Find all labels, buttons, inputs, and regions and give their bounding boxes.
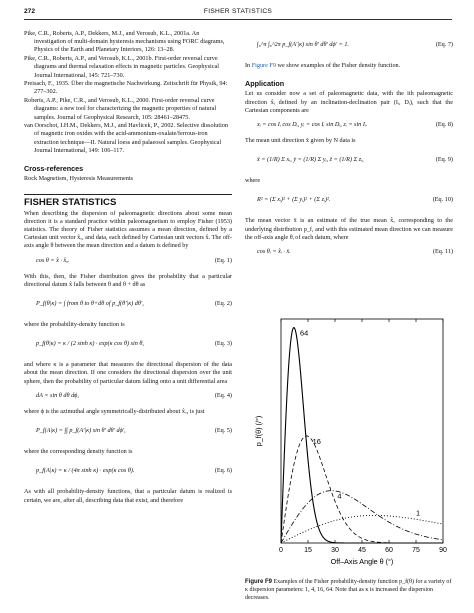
- paragraph: In Figure F9 we show examples of the Fisher density function.: [245, 62, 401, 69]
- series-line-kappa-1: [281, 515, 443, 543]
- x-tick-label: 60: [385, 547, 393, 554]
- reference-list: [24, 30, 232, 155]
- left-column: [24, 30, 232, 506]
- x-tick-label: 30: [331, 547, 339, 554]
- x-tick-label: 0: [279, 547, 283, 554]
- series-label-kappa-16: 16: [312, 436, 321, 446]
- equation-4: dA = sin θ dθ dϕ, (Eq. 4): [36, 391, 232, 399]
- right-column: [245, 30, 453, 264]
- reference-item: van Oorschot, I.H.M., Dekkers, M.J., and Havlicek, P., 2002. Selective dissolution of magnetic iron oxides with the acid-ammonium-oxalate/ferrous-iron extraction technique—II. Natural loess and palaeosol samples. Geophysical Journal International, 149: 106–117.: [24, 122, 228, 154]
- equation-9: x̄ = (1/R) Σ xᵢ, ȳ = (1/R) Σ yᵢ, z̄ = (1/R) Σ zᵢ, (Eq. 9): [257, 156, 453, 164]
- reference-item: Roberts, A.P., Pike, C.R., and Verosub, K.L., 2000. First-order reversal curve diagrams: a new tool for characterizing the magnetic properties of natural samples. Journal of Geophysical Research, 105: 28461–28475.: [24, 97, 217, 121]
- fisher-density-figure: [245, 313, 453, 575]
- equation-6: p_f(A|κ) = κ / (4π sinh κ) · exp(κ cos θ). (Eq. 6): [36, 467, 232, 475]
- figure-label: Figure F9: [245, 579, 273, 585]
- figure-caption: [245, 578, 453, 602]
- equation-8: xᵢ = cos Iᵢ cos Dᵢ, yᵢ = cos Iᵢ sin Dᵢ, zᵢ = sin Iᵢ. (Eq. 8): [257, 121, 453, 129]
- page-number: 272: [24, 8, 36, 15]
- page-header: [24, 8, 452, 20]
- x-tick-label: 75: [412, 547, 420, 554]
- paragraph: The mean unit direction x̄ given by N data is: [245, 137, 356, 145]
- application-heading: Application: [245, 79, 285, 89]
- equation-10: R² = (Σ xᵢ)² + (Σ yᵢ)² + (Σ zᵢ)². (Eq. 10): [257, 196, 453, 204]
- series-label-kappa-1: 1: [416, 508, 421, 518]
- reference-item: Pike, C.R., Roberts, A.P., Dekkers, M.J., and Verosub, K.L., 2001a. An investigation of multi-domain hysteresis mechanisms using FORC diagrams, Physics of the Earth and Planetary Interiors, 126: 13–28.: [24, 30, 225, 54]
- running-head: FISHER STATISTICS: [203, 8, 273, 15]
- reference-item: Preisach, F., 1935. Über die magnetische Nachwirkung. Zeitschrift für Physik, 94: 277–302.: [24, 80, 228, 96]
- x-tick-label: 90: [439, 547, 447, 554]
- series-label-kappa-4: 4: [337, 491, 342, 501]
- section-title: FISHER STATISTICS: [24, 197, 117, 209]
- cross-references-heading: Cross-references: [24, 164, 84, 174]
- equation-11: cos θᵢ = x̂ᵢ · x̄. (Eq. 11): [257, 248, 453, 256]
- x-tick-label: 15: [304, 547, 312, 554]
- reference-item: Pike, C.R., Roberts, A.P., and Verosub, K.L., 2001b. First-order reversal curve diagrams and thermal relaxation effects in magnetic particles. Geophysical Journal International, 145: 721–730.: [24, 55, 219, 79]
- paragraph: Let us consider now a set of paleomagnetic data, with the ith paleomagnetic direction x̂ᵢ defined by an inclination-declination pair (Iᵢ, Dᵢ), such that the Cartesian components are: [245, 90, 453, 114]
- paragraph: where ϕ is the azimuthal angle symmetrically-distributed about x̂ₒ, is just: [24, 407, 205, 415]
- paragraph: As with all probability-density functions, that a particular datum is realized is certain, we are, after all, describing data that exist, and therefore: [24, 488, 232, 504]
- x-tick-label: 45: [358, 547, 366, 554]
- fisher-density-chart: [245, 313, 453, 575]
- equation-5: P_f(A|κ) = ∫∫ p_f(A′|κ) sin θ′ dθ′ dϕ′, (Eq. 5): [36, 427, 232, 435]
- equation-1: cos θ = x̂ · x̂ₒ. (Eq. 1): [36, 256, 232, 264]
- x-axis-label: Off–Axis Angle θ (°): [330, 557, 394, 566]
- paragraph: and where κ is a parameter that measures the directional dispersion of the data about the mean direction. If one considers the directional dispersion over the unit sphere, then the probability of particular datum falling onto a unit differential area: [24, 361, 232, 385]
- paragraph: With this, then, the Fisher distribution gives the probability that a particular directional datum x̂ falls between θ and θ + dθ as: [24, 272, 232, 288]
- equation-3: p_f(θ|κ) = κ / (2 sinh κ) · exp(κ cos θ) sin θ, (Eq. 3): [36, 340, 232, 348]
- figure-caption-text: Examples of the Fisher probability-density function p_f(θ) for a variety of κ dispersion parameters: 1, 4, 16, 64. Note that as κ is increased the dispersion decreases.: [245, 579, 452, 601]
- paragraph: where: [245, 177, 261, 185]
- cross-references-text: Rock Magnetism, Hysteresis Measurements: [24, 175, 133, 183]
- paragraph: The mean vector x̄ is an estimate of the true mean x̂ₒ corresponding to the underlying distribution p_f, and with this estimated mean direction we can measure the off-axis angle θᵢ of each datum, where: [245, 217, 453, 241]
- equation-2: P_f(θ|κ) = ∫ from θ to θ+dθ of p_f(θ′|κ) dθ′, (Eq. 2): [36, 300, 232, 308]
- equation-7: ∫₀^π ∫₀^2π p_f(A′|κ) sin θ′ dθ′ dϕ′ = 1. (Eq. 7): [257, 41, 453, 48]
- series-label-kappa-64: 64: [300, 328, 309, 338]
- figure-link[interactable]: Figure F9: [251, 62, 276, 69]
- paragraph: When describing the dispersion of paleomagnetic directions about some mean direction it is a standard practice within paleomagnetism to employ Fisher (1953) statistics. The theory of Fisher statistics assumes a mean direction, defined by a Cartesian unit vector x̂ₒ, and data, each defined by Cartesian unit vectors x̂. The off-axis angle θ between the mean direction and a datum is defined by: [24, 209, 232, 250]
- paragraph: where the probability-density function is: [24, 321, 125, 329]
- paragraph: where the corresponding density function is: [24, 448, 133, 456]
- y-axis-label: p_f(θ) (/°): [254, 415, 263, 447]
- section-divider: [24, 194, 232, 195]
- series-line-kappa-16: [281, 436, 443, 543]
